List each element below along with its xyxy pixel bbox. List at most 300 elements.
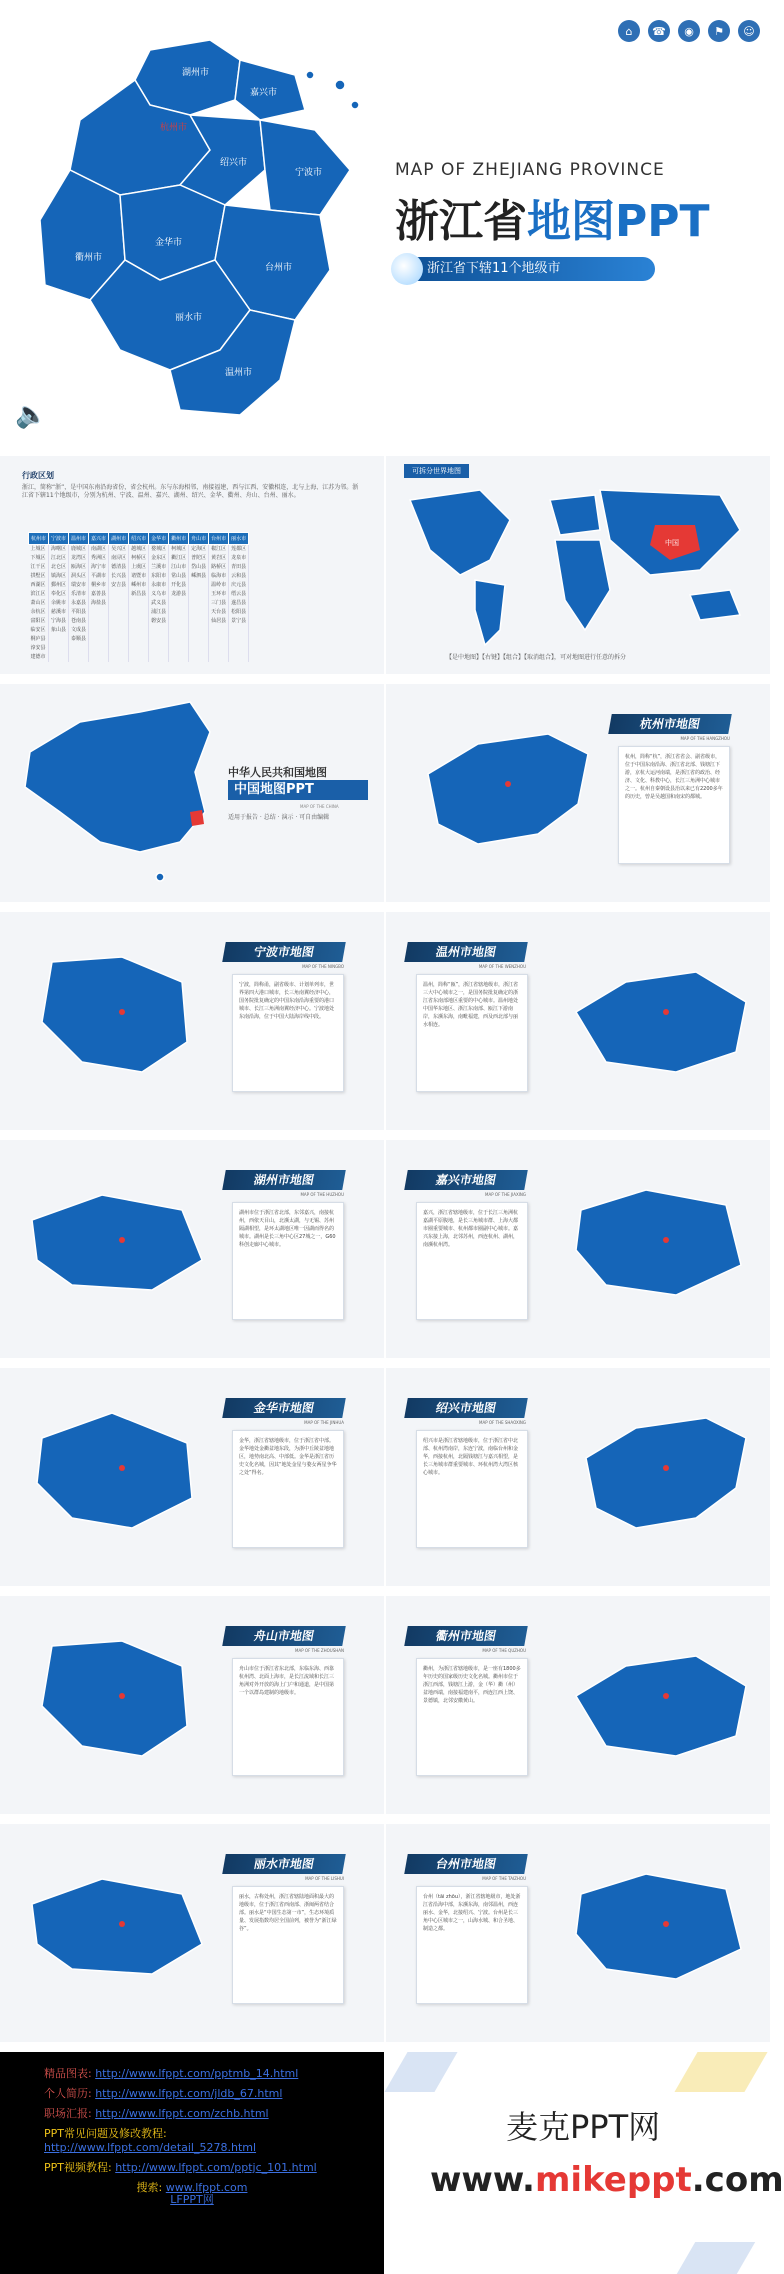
admin-cell: 椒江区 (209, 545, 229, 555)
china-label: 中国 (665, 539, 679, 547)
china-title2: 中国地图PPT (228, 780, 368, 800)
label-ningbo: 宁波市 (295, 168, 323, 178)
admin-cell (109, 608, 129, 617)
admin-cell: 镇海区 (49, 572, 69, 581)
city-map-shape[interactable] (576, 1190, 741, 1295)
city-title-banner: 衢州市地图 (404, 1626, 528, 1646)
admin-cell (189, 608, 209, 617)
admin-cell: 天台县 (209, 608, 229, 617)
china-map (10, 692, 230, 892)
city-slide (0, 1140, 384, 1358)
admin-cell: 金东区 (149, 554, 169, 563)
admin-cell: 义乌市 (149, 590, 169, 599)
admin-cell (229, 653, 249, 662)
admin-cell: 仙居县 (209, 617, 229, 626)
title-slide (0, 0, 770, 448)
faq-url[interactable]: http://www.lfppt.com/detail_5278.html (44, 2141, 257, 2154)
admin-table-row (29, 590, 249, 599)
link-line-3: 职场汇报: http://www.lfppt.com/zchb.html (44, 2107, 269, 2120)
admin-cell: 秀洲区 (89, 554, 109, 563)
admin-cell: 平湖市 (89, 572, 109, 581)
city-center-marker (119, 1465, 125, 1471)
admin-cell (189, 626, 209, 635)
admin-cell: 淳安县 (29, 644, 49, 653)
link-url-3[interactable]: http://www.lfppt.com/zchb.html (95, 2107, 269, 2120)
admin-cell: 鹿城区 (69, 545, 89, 555)
admin-cell: 永嘉县 (69, 599, 89, 608)
admin-cell: 路桥区 (209, 563, 229, 572)
admin-cell (189, 644, 209, 653)
admin-cell (109, 635, 129, 644)
admin-cell: 三门县 (209, 599, 229, 608)
admin-table-row (29, 581, 249, 590)
home-icon[interactable]: ⌂ (618, 20, 640, 42)
admin-cell: 桐乡市 (89, 581, 109, 590)
world-badge: 可拆分世界地图 (404, 464, 469, 478)
city-slide (386, 1824, 770, 2042)
admin-cell: 云和县 (229, 572, 249, 581)
admin-cell: 西湖区 (29, 581, 49, 590)
city-description: 衢州，为浙江省辖地级市，是一座有1800多年历史的国家级历史文化名城。衢州市位于浙江西部，钱塘江上游，金（华）衢（州）盆地西端，南接福建南平，西连江西上饶、景德镇，北邻安徽黄山。 (416, 1658, 528, 1776)
admin-cell: 诸暨市 (129, 572, 149, 581)
city-center-marker (663, 1693, 669, 1699)
admin-cell: 海宁市 (89, 563, 109, 572)
speaker-icon[interactable]: 🔈 (15, 400, 48, 430)
city-title-banner: 金华市地图 (222, 1398, 346, 1418)
city-description: 宁波，简称甬，副省级市、计划单列市，世界第四大港口城市，长三角南翼经济中心，国务院批复确定的中国东南沿海重要的港口城市、长江三角洲南翼经济中心。宁波地处东南沿海，位于中国大陆海岸线中段。 (232, 974, 344, 1092)
admin-cell (169, 608, 189, 617)
admin-cell: 上城区 (29, 545, 49, 555)
admin-cell: 上虞区 (129, 563, 149, 572)
admin-cell: 桐庐县 (29, 635, 49, 644)
admin-table-row (29, 554, 249, 563)
admin-header-cell: 湖州市 (109, 533, 129, 545)
china-hainan (156, 873, 164, 881)
admin-cell (189, 590, 209, 599)
admin-cell: 岱山县 (189, 563, 209, 572)
city-center-marker (663, 1009, 669, 1015)
search-site[interactable]: LFPPT网 (170, 2193, 214, 2206)
admin-cell (149, 635, 169, 644)
admin-cell (229, 644, 249, 653)
admin-cell: 海曙区 (49, 545, 69, 555)
label-shaoxing: 绍兴市 (220, 158, 248, 168)
admin-cell: 玉环市 (209, 590, 229, 599)
city-title-sub: MAP OF THE HANGZHOU (680, 736, 730, 741)
city-slide (386, 912, 770, 1130)
city-slide (386, 1368, 770, 1586)
video-url[interactable]: http://www.lfppt.com/pptjc_101.html (115, 2161, 317, 2174)
brand-url-post: .com (691, 2160, 784, 2200)
top-icon-bar (618, 20, 760, 42)
admin-cell: 文成县 (69, 626, 89, 635)
admin-intro: 浙江，简称“浙”，是中国东南沿海省份，省会杭州。东与东海相邻，南接福建，西与江西、安徽相连，北与上海、江苏为邻。浙江省下辖11个地级市，分别为杭州、宁波、温州、嘉兴、湖州、绍兴、金华、衢州、舟山、台州、丽水。 (22, 484, 359, 499)
admin-cell (189, 653, 209, 662)
admin-cell (69, 653, 89, 662)
city-slide (0, 1368, 384, 1586)
admin-cell: 普陀区 (189, 554, 209, 563)
admin-cell: 泰顺县 (69, 635, 89, 644)
admin-cell: 滨江区 (29, 590, 49, 599)
world-legend: 【是中地图】【右键】【组合】【取消组合】，可对地图进行任意的拆分 (446, 654, 627, 661)
admin-cell: 余杭区 (29, 608, 49, 617)
admin-cell (49, 653, 69, 662)
admin-table-row (29, 626, 249, 635)
city-description: 台州（tāi zhōu），浙江省辖地级市，地处浙江省沿海中部，东濒东海，南邻温州，西连丽水、金华，北接绍兴、宁波。台州是长三角中心区城市之一，山海水城、和合圣地、制造之都。 (416, 1886, 528, 2004)
admin-cell (169, 599, 189, 608)
city-map (556, 1398, 756, 1558)
city-description: 舟山市位于浙江省东北部，东临东海、西靠杭州湾、北面上海市，是长江流域和长江三角洲对外开放的海上门户和通道，是中国第一个以群岛建制的地级市。 (232, 1658, 344, 1776)
admin-cell: 海盐县 (89, 599, 109, 608)
city-slide (0, 912, 384, 1130)
admin-cell: 婺城区 (149, 545, 169, 555)
admin-cell: 定海区 (189, 545, 209, 555)
label-huzhou: 湖州市 (182, 68, 210, 78)
admin-cell: 浦江县 (149, 608, 169, 617)
brand-url-mid: mikeppt (534, 2160, 692, 2200)
island-zhoushan-2[interactable] (351, 101, 359, 109)
admin-cell (109, 590, 129, 599)
city-description: 杭州，简称“杭”，浙江省省会、副省级市，位于中国东南沿海、浙江省北部、钱塘江下游，京杭大运河南端，是浙江省的政治、经济、文化、科教中心，长江三角洲中心城市之一。杭州自秦朝设县治以来已有2200多年的历史，曾是吴越国和南宋的都城。 (618, 746, 730, 864)
city-map-shape[interactable] (42, 1641, 187, 1756)
admin-table-row (29, 545, 249, 555)
city-title-banner: 台州市地图 (404, 1854, 528, 1874)
label-jiaxing: 嘉兴市 (250, 88, 278, 98)
china-slide (0, 684, 384, 902)
title-part2: 地图PPT (527, 196, 710, 247)
city-center-marker (505, 781, 511, 787)
admin-cell (209, 644, 229, 653)
world-map (400, 480, 760, 650)
video-line (44, 2158, 340, 2178)
admin-cell (89, 653, 109, 662)
brand-url[interactable] (430, 2160, 784, 2200)
city-slide (0, 1824, 384, 2042)
island-zhoushan[interactable] (335, 80, 345, 90)
decor-shape-1 (384, 2052, 457, 2092)
admin-cell (129, 635, 149, 644)
admin-slide (0, 456, 384, 674)
admin-cell: 慈溪市 (49, 608, 69, 617)
admin-cell (109, 644, 129, 653)
admin-cell: 东阳市 (149, 572, 169, 581)
cart-icon[interactable]: ⚑ (708, 20, 730, 42)
city-map-shape[interactable] (37, 1413, 192, 1528)
admin-cell (169, 635, 189, 644)
admin-header-cell: 杭州市 (29, 533, 49, 545)
city-title-sub: MAP OF THE LISHUI (305, 1876, 344, 1881)
admin-cell: 越城区 (129, 545, 149, 555)
city-title-sub: MAP OF THE WENZHOU (478, 964, 526, 969)
city-map-shape[interactable] (576, 1656, 746, 1756)
admin-cell: 庆元县 (229, 581, 249, 590)
continent-africa (555, 540, 610, 630)
link-label-3: 职场汇报 (44, 2107, 88, 2120)
city-map-shape[interactable] (32, 1879, 202, 1974)
admin-cell (129, 608, 149, 617)
label-wenzhou: 温州市 (225, 368, 253, 378)
faq-label: PPT常见问题及修改教程: (44, 2127, 167, 2140)
user-icon[interactable]: ☺ (738, 20, 760, 42)
admin-cell (169, 617, 189, 626)
admin-cell: 龙游县 (169, 590, 189, 599)
city-description: 绍兴市是浙江省辖地级市，位于浙江省中北部、杭州湾南岸，东连宁波，南临台州和金华，西接杭州，北隔钱塘江与嘉兴相望，是长三角城市群重要城市、环杭州湾大湾区核心城市。 (416, 1430, 528, 1548)
city-title-banner: 宁波市地图 (222, 942, 346, 962)
china-zhejiang-highlight[interactable] (190, 810, 204, 826)
island-zhoushan-3[interactable] (306, 71, 314, 79)
video-label: PPT视频教程: (44, 2161, 112, 2174)
city-title-banner: 嘉兴市地图 (404, 1170, 528, 1190)
admin-table-row (29, 572, 249, 581)
link-label-1: 精品图表 (44, 2067, 88, 2080)
city-map (556, 942, 756, 1102)
admin-cell: 南湖区 (89, 545, 109, 555)
admin-cell: 南浔区 (109, 554, 129, 563)
admin-table-row (29, 608, 249, 617)
admin-cell: 磐安县 (149, 617, 169, 626)
admin-cell: 嘉善县 (89, 590, 109, 599)
city-title-banner: 绍兴市地图 (404, 1398, 528, 1418)
city-description: 嘉兴，浙江省辖地级市，位于长江三角洲杭嘉湖平原腹地，是长三角城市群、上海大都市圈重要城市、杭州都市圈副中心城市。嘉兴东接上海，北邻苏州，西连杭州、湖州，南濒杭州湾。 (416, 1202, 528, 1320)
admin-table-row (29, 599, 249, 608)
admin-cell: 缙云县 (229, 590, 249, 599)
city-title-banner: 杭州市地图 (608, 714, 732, 734)
admin-cell: 青田县 (229, 563, 249, 572)
brand-url-pre: www. (430, 2160, 535, 2200)
city-center-marker (119, 1921, 125, 1927)
admin-header-cell: 舟山市 (189, 533, 209, 545)
brand-name: 麦克PPT网 (506, 2108, 661, 2146)
search-label: 搜索: (136, 2181, 163, 2194)
admin-cell: 德清县 (109, 563, 129, 572)
city-center-marker (119, 1237, 125, 1243)
city-map (12, 1854, 212, 2014)
admin-header-cell: 台州市 (209, 533, 229, 545)
admin-cell (229, 626, 249, 635)
admin-cell: 松阳县 (229, 608, 249, 617)
continent-europe (550, 495, 600, 535)
admin-cell: 嵊泗县 (189, 572, 209, 581)
city-map (12, 1626, 212, 1786)
label-lishui: 丽水市 (175, 313, 203, 323)
admin-cell: 苍南县 (69, 617, 89, 626)
city-map-shape[interactable] (32, 1195, 202, 1290)
admin-header-cell: 绍兴市 (129, 533, 149, 545)
admin-cell (149, 653, 169, 662)
admin-cell: 瓯海区 (69, 563, 89, 572)
china-caption: 适用于报告 · 总结 · 演示 · 可自由编辑 (228, 814, 330, 821)
city-title-banner: 温州市地图 (404, 942, 528, 962)
world-slide (386, 456, 770, 674)
admin-table-body (29, 545, 249, 663)
admin-cell: 瑞安市 (69, 581, 89, 590)
link-url-1[interactable]: http://www.lfppt.com/pptmb_14.html (95, 2067, 299, 2080)
admin-cell: 江北区 (49, 554, 69, 563)
admin-cell: 富阳区 (29, 617, 49, 626)
city-center-marker (663, 1237, 669, 1243)
admin-cell (229, 635, 249, 644)
continent-north-america (410, 490, 510, 575)
admin-cell: 象山县 (49, 626, 69, 635)
city-map (556, 1170, 756, 1330)
admin-cell: 温岭市 (209, 581, 229, 590)
brand-panel (386, 2052, 784, 2274)
admin-cell: 临海市 (209, 572, 229, 581)
admin-cell (89, 608, 109, 617)
city-title-sub: MAP OF THE TAIZHOU (482, 1876, 526, 1881)
admin-cell: 柯桥区 (129, 554, 149, 563)
label-taizhou: 台州市 (265, 263, 293, 273)
admin-cell: 莲都区 (229, 545, 249, 555)
admin-cell (149, 626, 169, 635)
phone-icon[interactable]: ☎ (648, 20, 670, 42)
label-hangzhou: 杭州市 (160, 123, 188, 133)
admin-cell: 下城区 (29, 554, 49, 563)
admin-cell: 嵊州市 (129, 581, 149, 590)
city-title-sub: MAP OF THE QUZHOU (482, 1648, 526, 1653)
continent-south-america (475, 580, 505, 645)
city-title-banner: 丽水市地图 (222, 1854, 346, 1874)
link-line-1: 精品图表: http://www.lfppt.com/pptmb_14.html (44, 2067, 299, 2080)
admin-cell: 江干区 (29, 563, 49, 572)
admin-cell: 景宁县 (229, 617, 249, 626)
city-title-sub: MAP OF THE NINGBO (302, 964, 344, 969)
city-map (12, 942, 212, 1102)
admin-cell (129, 626, 149, 635)
admin-cell (89, 626, 109, 635)
link-url-2[interactable]: http://www.lfppt.com/jldb_67.html (95, 2087, 283, 2100)
city-slide (386, 684, 770, 902)
admin-table-wrap (28, 532, 249, 662)
title-part1: 浙江省 (395, 196, 527, 247)
zhejiang-map (10, 20, 400, 440)
china-sub: MAP OF THE CHINA (300, 804, 339, 809)
admin-cell (109, 599, 129, 608)
city-map (398, 714, 598, 874)
city-title-banner: 湖州市地图 (222, 1170, 346, 1190)
admin-table (28, 532, 249, 662)
city-description: 金华，浙江省辖地级市，位于浙江省中部。金华地处金衢盆地东段，为浙中丘陵盆地地区，地势南北高、中部低。金华是浙江省历史文化名城，因其“地处金星与婺女两星争华之处”得名。 (232, 1430, 344, 1548)
search-site-line (44, 2190, 340, 2210)
admin-cell: 龙泉市 (229, 554, 249, 563)
admin-header-cell: 衢州市 (169, 533, 189, 545)
city-map-shape[interactable] (42, 957, 187, 1072)
admin-cell (129, 644, 149, 653)
admin-cell (129, 617, 149, 626)
decor-shape-3 (677, 2242, 755, 2274)
admin-cell: 衢江区 (169, 554, 189, 563)
admin-cell: 安吉县 (109, 581, 129, 590)
city-map-shape[interactable] (576, 1874, 741, 1979)
admin-cell: 新昌县 (129, 590, 149, 599)
admin-cell: 常山县 (169, 572, 189, 581)
admin-cell (49, 644, 69, 653)
decor-shape-2 (674, 2052, 767, 2092)
admin-cell (89, 635, 109, 644)
admin-cell (129, 653, 149, 662)
admin-cell: 遂昌县 (229, 599, 249, 608)
admin-cell (169, 653, 189, 662)
admin-cell: 平阳县 (69, 608, 89, 617)
admin-header-cell: 丽水市 (229, 533, 249, 545)
admin-table-row (29, 644, 249, 653)
admin-cell: 洞头区 (69, 572, 89, 581)
link-line-2: 个人简历: http://www.lfppt.com/jldb_67.html (44, 2087, 283, 2100)
city-map-shape[interactable] (576, 972, 746, 1072)
city-map (12, 1398, 212, 1558)
admin-cell (129, 599, 149, 608)
admin-cell (109, 653, 129, 662)
admin-cell: 长兴县 (109, 572, 129, 581)
links-panel (0, 2052, 384, 2274)
admin-cell: 永康市 (149, 581, 169, 590)
city-map-shape[interactable] (586, 1418, 746, 1528)
admin-table-row (29, 635, 249, 644)
admin-cell: 开化县 (169, 581, 189, 590)
admin-cell: 鄞州区 (49, 581, 69, 590)
admin-cell: 宁海县 (49, 617, 69, 626)
admin-cell: 乐清市 (69, 590, 89, 599)
admin-cell: 建德市 (29, 653, 49, 662)
china-mainland (25, 702, 210, 852)
city-title-sub: MAP OF THE HUZHOU (300, 1192, 344, 1197)
city-description: 温州，简称“瓯”，浙江省辖地级市，浙江省三大中心城市之一，是国务院批复确定的浙江省东南部地区重要的中心城市。温州地处中国华东地区、浙江东南部、瓯江下游南岸，东濒东海，南毗福建，西及西北部与丽水相连。 (416, 974, 528, 1092)
city-description: 丽水，古称处州，浙江省辖陆地面积最大的地级市，位于浙江省西南部、浙闽两省结合部。丽水是“中国生态第一市”，生态环境质量、发展指数均居全国前列，被誉为“浙江绿谷”。 (232, 1886, 344, 2004)
china-title1: 中华人民共和国地图 (228, 766, 327, 779)
city-map (556, 1626, 756, 1786)
continent-australia (690, 590, 740, 620)
admin-cell: 黄岩区 (209, 554, 229, 563)
city-center-marker (119, 1009, 125, 1015)
admin-cell (189, 581, 209, 590)
admin-cell: 吴兴区 (109, 545, 129, 555)
city-title-sub: MAP OF THE JIAXING (485, 1192, 526, 1197)
admin-table-row (29, 653, 249, 662)
admin-cell: 奉化区 (49, 590, 69, 599)
main-title (395, 185, 710, 249)
admin-header-cell: 嘉兴市 (89, 533, 109, 545)
admin-cell (189, 599, 209, 608)
admin-cell (89, 644, 109, 653)
admin-cell (209, 653, 229, 662)
city-title-sub: MAP OF THE JINHUA (304, 1420, 344, 1425)
admin-cell (189, 617, 209, 626)
admin-cell (169, 644, 189, 653)
admin-cell: 萧山区 (29, 599, 49, 608)
admin-cell: 江山市 (169, 563, 189, 572)
city-title-sub: MAP OF THE ZHOUSHAN (295, 1648, 344, 1653)
admin-table-header (29, 533, 249, 545)
admin-cell: 柯城区 (169, 545, 189, 555)
link-label-2: 个人简历 (44, 2087, 88, 2100)
admin-table-row (29, 617, 249, 626)
admin-cell (209, 626, 229, 635)
admin-cell: 兰溪市 (149, 563, 169, 572)
city-map-shape[interactable] (428, 734, 588, 844)
globe-icon[interactable]: ◉ (678, 20, 700, 42)
city-title-sub: MAP OF THE SHAOXING (479, 1420, 526, 1425)
admin-cell (149, 644, 169, 653)
city-slide (386, 1596, 770, 1814)
admin-cell: 余姚市 (49, 599, 69, 608)
admin-header-cell: 温州市 (69, 533, 89, 545)
admin-cell (49, 635, 69, 644)
city-slide (0, 1596, 384, 1814)
admin-title: 行政区划 (22, 471, 54, 480)
city-center-marker (663, 1921, 669, 1927)
faq-line (44, 2138, 340, 2158)
search-url[interactable]: www.lfppt.com (165, 2181, 248, 2194)
